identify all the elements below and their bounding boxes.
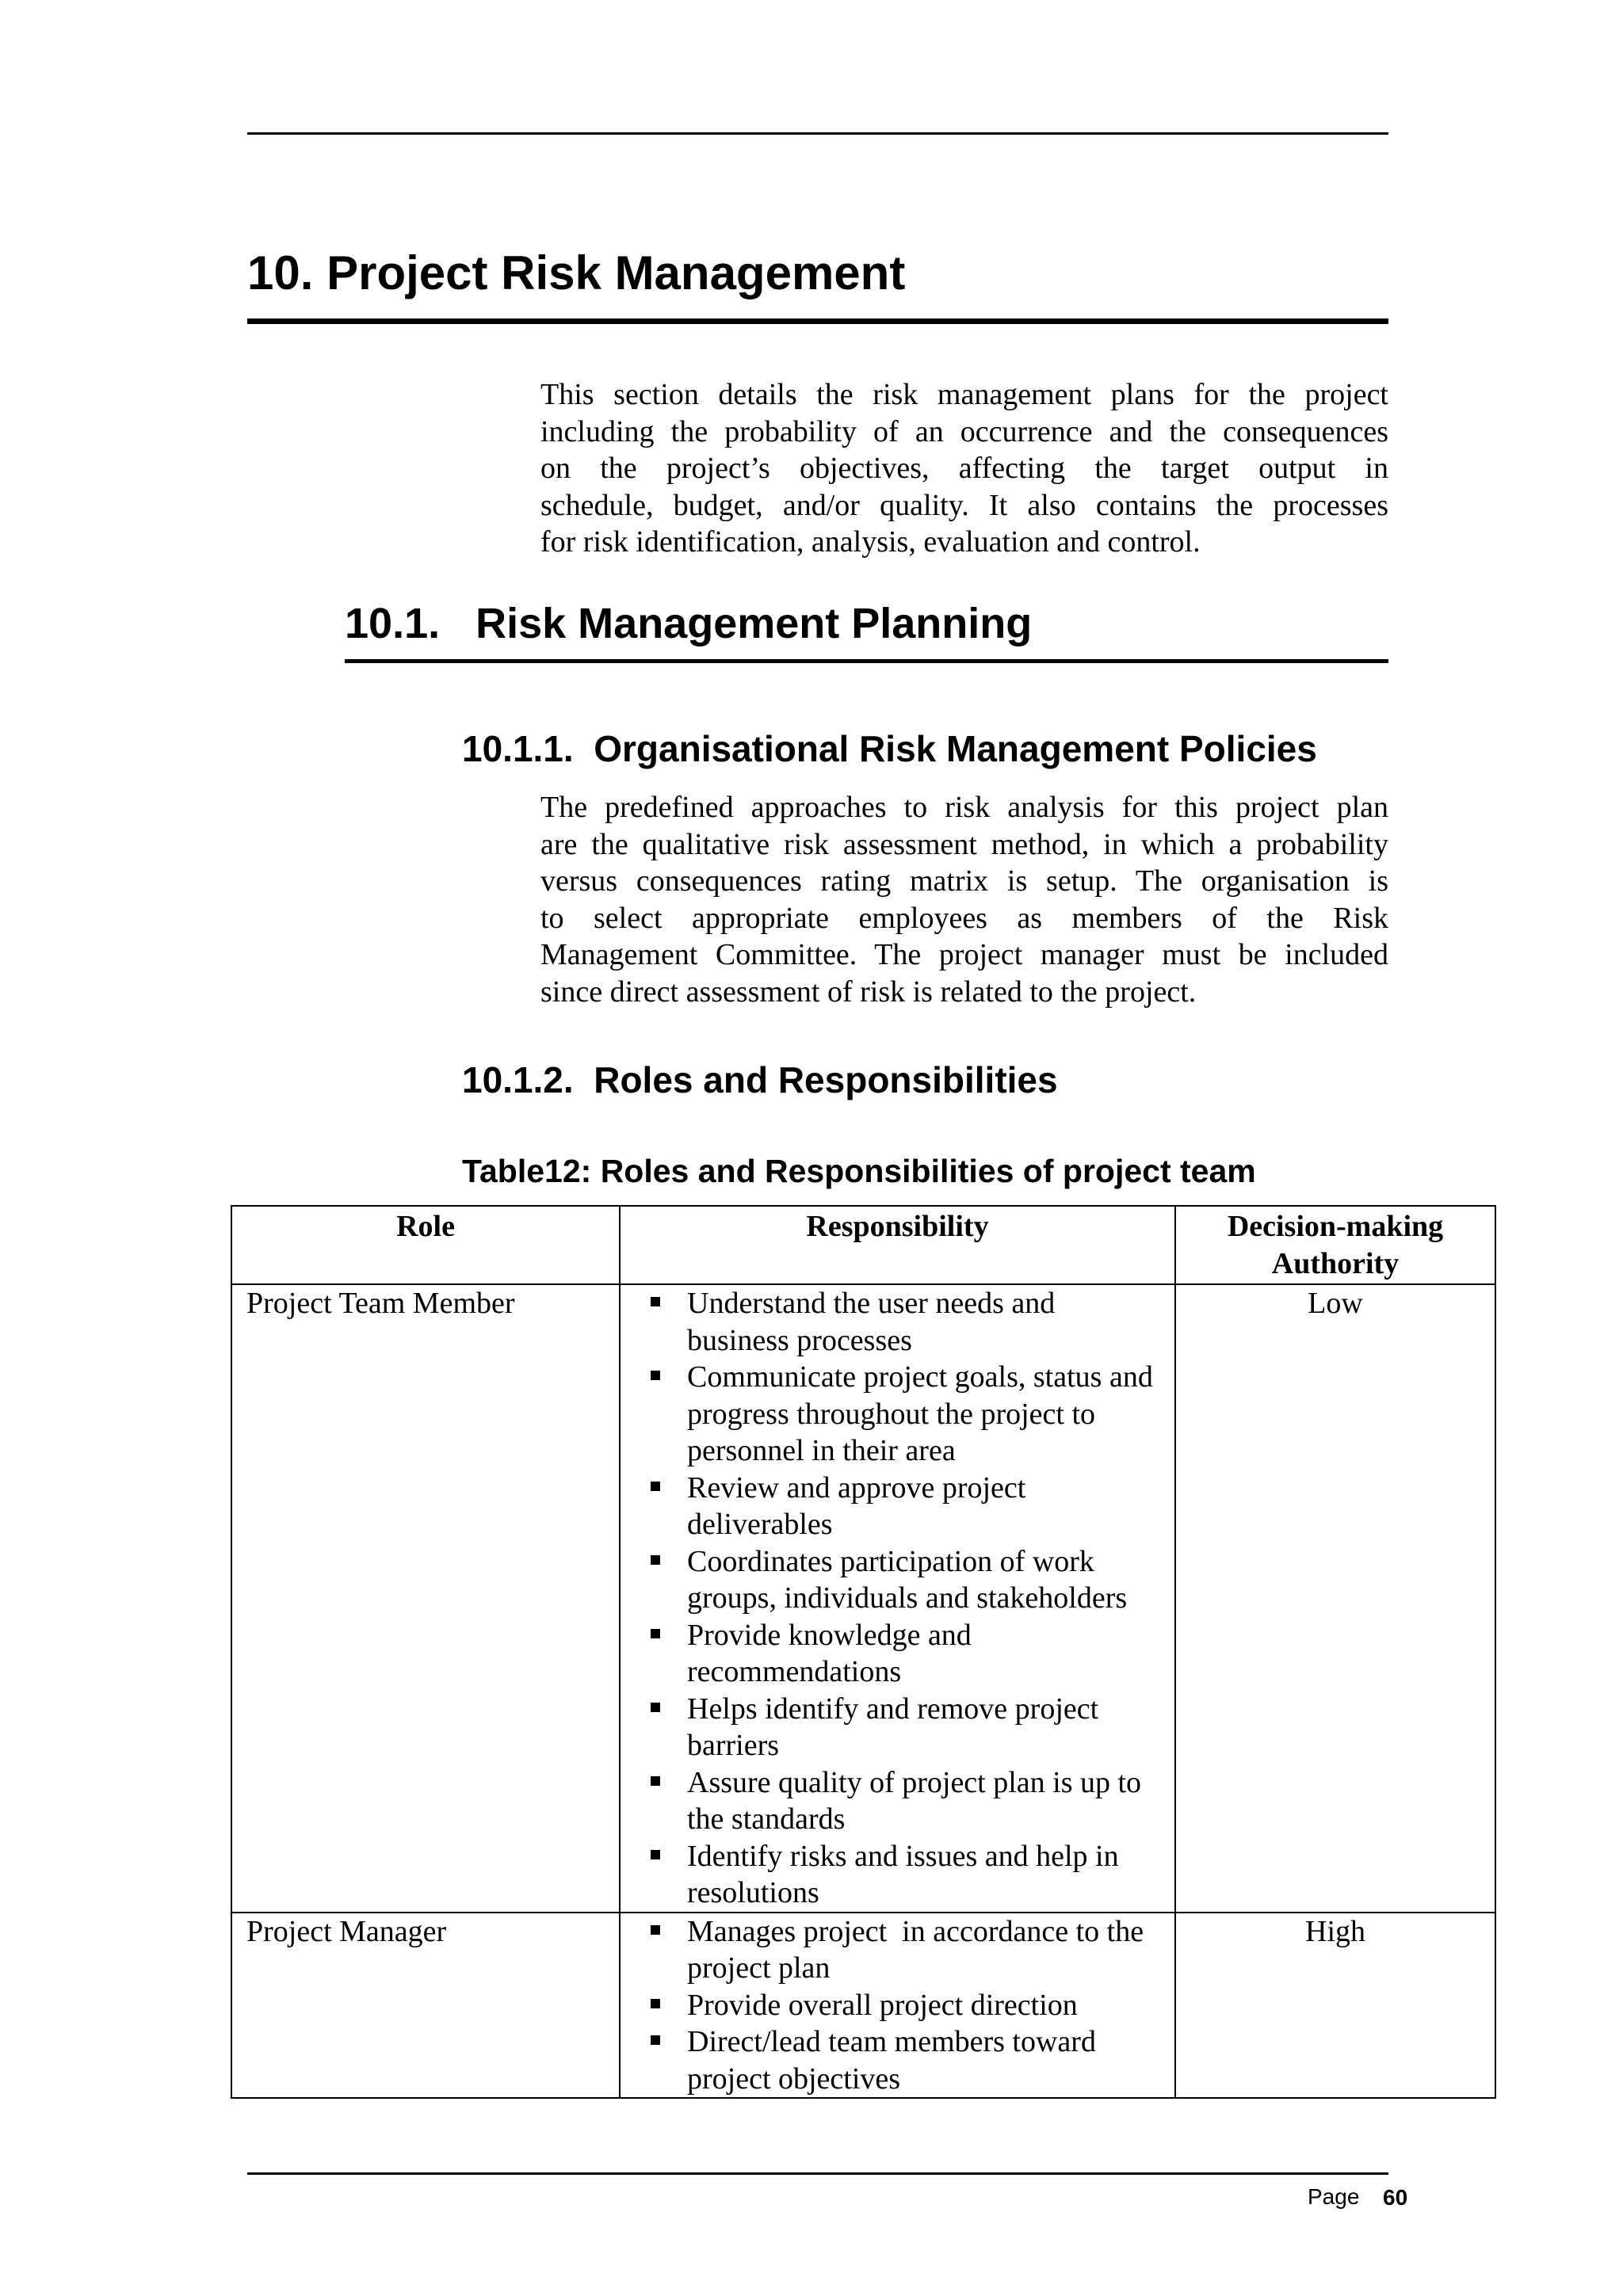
responsibility-item: Helps identify and remove project barriers	[635, 1691, 1160, 1764]
responsibility-item: Review and approve project deliverables	[635, 1470, 1160, 1543]
intro-line: including the probability of an occurrence and the consequences	[540, 414, 1388, 448]
responsibility-item: Coordinates participation of work groups, individuals and stakeholders	[635, 1543, 1160, 1617]
responsibility-list	[635, 1913, 1160, 2098]
responsibility-item: Manages project in accordance to the project plan	[635, 1913, 1160, 1987]
role-cell: Project Team Member	[231, 1284, 620, 1913]
authority-cell: High	[1175, 1913, 1495, 2099]
responsibility-item: Direct/lead team members toward project objectives	[635, 2023, 1160, 2097]
table-caption: Table12: Roles and Responsibilities of project team	[462, 1153, 1256, 1189]
responsibility-item: Identify risks and issues and help in resolutions	[635, 1838, 1160, 1912]
intro-line: schedule, budget, and/or quality. It also contains the processes	[540, 488, 1388, 522]
responsibility-item: Understand the user needs and business processes	[635, 1285, 1160, 1359]
roles-table	[231, 1205, 1496, 2099]
header-role: Role	[231, 1206, 620, 1284]
responsibility-cell	[620, 1284, 1175, 1913]
table-header-row	[231, 1206, 1495, 1284]
responsibility-item: Provide knowledge and recommendations	[635, 1617, 1160, 1691]
chapter-title: 10. Project Risk Management	[247, 246, 906, 299]
responsibility-item: Communicate project goals, status and progress throughout the project to personnel in their area	[635, 1359, 1160, 1470]
subsection-title-policies: 10.1.1. Organisational Risk Management Policies	[462, 728, 1317, 769]
header-authority: Decision-making Authority	[1175, 1206, 1495, 1284]
intro-line: on the project’s objectives, affecting the target output in	[540, 452, 1388, 485]
footer-rule	[247, 2172, 1388, 2175]
subsection-title-roles: 10.1.2. Roles and Responsibilities	[462, 1059, 1058, 1100]
table-row	[231, 1284, 1495, 1913]
authority-cell: Low	[1175, 1284, 1495, 1913]
table-row	[231, 1913, 1495, 2099]
chapter-title-underline	[247, 318, 1388, 324]
header-responsibility: Responsibility	[620, 1206, 1175, 1284]
page-number: 60	[1383, 2185, 1408, 2210]
responsibility-item: Provide overall project direction	[635, 1987, 1160, 2024]
header-rule	[247, 132, 1388, 135]
intro-paragraph	[540, 376, 1388, 561]
role-cell: Project Manager	[231, 1913, 620, 2099]
responsibility-cell	[620, 1913, 1175, 2099]
intro-line: This section details the risk management plans for the project	[540, 378, 1388, 411]
page-label: Page	[1308, 2184, 1360, 2209]
responsibility-list	[635, 1285, 1160, 1912]
responsibility-item: Assure quality of project plan is up to the standards	[635, 1764, 1160, 1838]
section-title-underline	[345, 659, 1388, 663]
section-title: 10.1. Risk Management Planning	[345, 600, 1033, 647]
intro-line: for risk identification, analysis, evaluation and control.	[540, 525, 1201, 559]
policies-paragraph: The predefined approaches to risk analysis for this project plan are the qualitative risk assessment method, in which a probability versus consequences rating matrix is setup. The organisation is to select appropriate employees as members of the Risk Management Committee. The project manager must be included since direct assessment of risk is related to the project.	[540, 791, 1388, 1009]
